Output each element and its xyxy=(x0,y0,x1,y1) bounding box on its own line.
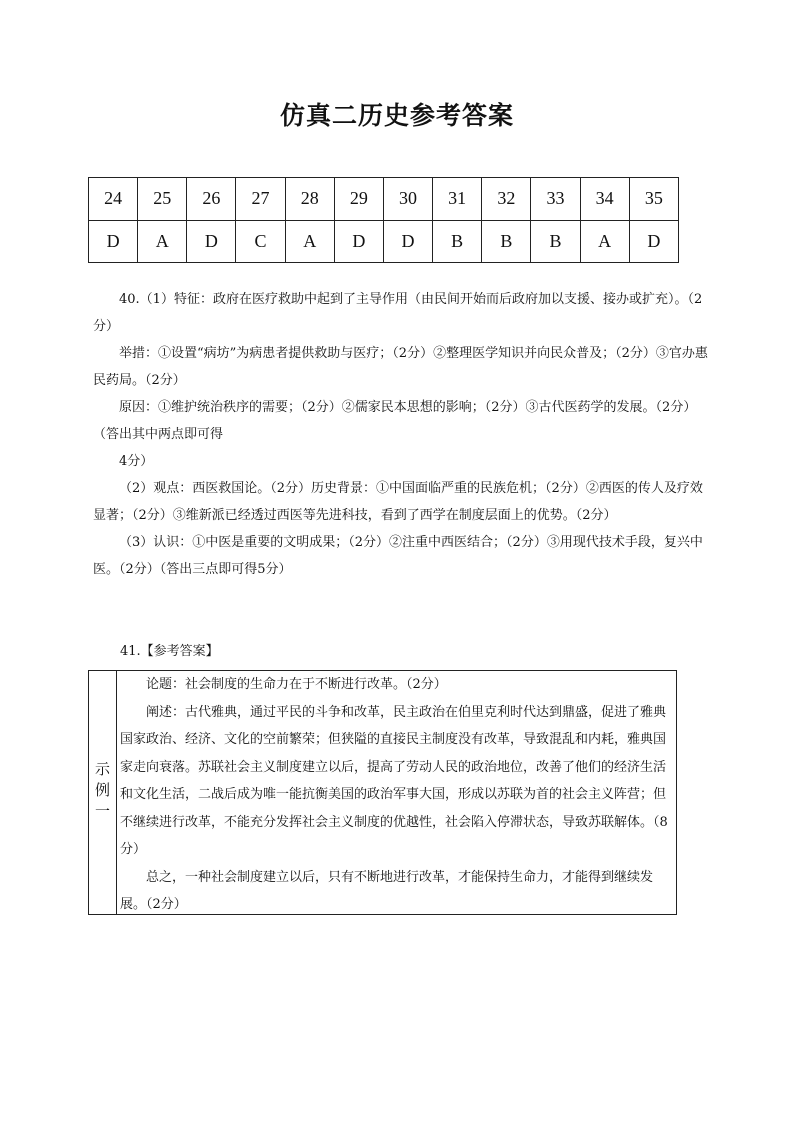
question-number: 29 xyxy=(334,178,383,221)
answer-letter: D xyxy=(187,220,236,263)
answer-letter: A xyxy=(285,220,334,263)
question-number: 24 xyxy=(89,178,138,221)
q40-part3: （3）认识：①中医是重要的文明成果；（2分）②注重中西医结合；（2分）③用现代技术手段，复兴中医。（2分）（答出三点即可得5分） xyxy=(93,535,703,577)
q41-sample-box xyxy=(88,670,677,915)
sample-content xyxy=(118,671,670,919)
q41-heading: 41.【参考答案】 xyxy=(120,644,219,659)
answer-letter: C xyxy=(236,220,285,263)
q41-argument: 阐述：古代雅典，通过平民的斗争和改革，民主政治在伯里克利时代达到鼎盛，促进了雅典国家政治、经济、文化的空前繁荣；但狭隘的直接民主制度没有改革，导致混乱和内耗，雅典国家走向衰落。苏联社会主义制度建立以后，提高了劳动人民的政治地位，改善了他们的经济生活和文化生活，二战后成为唯一能抗衡美国的政治军事大国，形成以苏联为首的社会主义阵营；但不继续进行改革，不能充分发挥社会主义制度的优越性，社会陷入停滞状态，导致苏联解体。（8分） xyxy=(120,704,668,857)
q40-part1-measures: 举措：①设置“病坊”为病患者提供救助与医疗；（2分）②整理医学知识并向民众普及；（2分）③官办惠民药局。（2分） xyxy=(93,346,708,388)
q40-part2: （2）观点：西医救国论。（2分）历史背景：①中国面临严重的民族危机；（2分）②西医的传人及疗效显著；（2分）③维新派已经透过西医等先进科技，看到了西学在制度层面上的优势。（2分） xyxy=(93,481,703,523)
answer-letter: B xyxy=(433,220,482,263)
answer-letter: D xyxy=(383,220,432,263)
sample-label: 示例一 xyxy=(93,761,111,824)
question-number: 28 xyxy=(285,178,334,221)
question-number-row xyxy=(89,178,679,221)
answer-letter: D xyxy=(334,220,383,263)
question-number: 26 xyxy=(187,178,236,221)
q40-part1-reasons: 原因：①维护统治秩序的需要；（2分）②儒家民本思想的影响；（2分）③古代医药学的发展。（2分）（答出其中两点即可得 xyxy=(93,400,697,442)
q41-thesis: 论题：社会制度的生命力在于不断进行改革。（2分） xyxy=(146,677,447,692)
answer-letter: B xyxy=(482,220,531,263)
q40-part1-reasons-tail: 4分） xyxy=(119,454,154,469)
question-number: 33 xyxy=(531,178,580,221)
question-number: 34 xyxy=(580,178,629,221)
sample-label-cell xyxy=(89,671,117,914)
q40-section xyxy=(93,286,713,583)
answer-letter: A xyxy=(580,220,629,263)
q41-conclusion: 总之，一种社会制度建立以后，只有不断地进行改革，才能保持生命力，才能得到继续发展。（2分） xyxy=(120,869,654,912)
answer-letter: A xyxy=(138,220,187,263)
q40-part1-feature: 40.（1）特征：政府在医疗救助中起到了主导作用（由民间开始而后政府加以支援、接办或扩充）。（2分） xyxy=(93,292,703,334)
answer-table xyxy=(88,177,679,263)
question-number: 30 xyxy=(383,178,432,221)
answer-letter: D xyxy=(89,220,138,263)
question-number: 31 xyxy=(433,178,482,221)
answer-letter: D xyxy=(629,220,678,263)
answer-letter: B xyxy=(531,220,580,263)
question-number: 27 xyxy=(236,178,285,221)
question-number: 35 xyxy=(629,178,678,221)
question-number: 25 xyxy=(138,178,187,221)
page-title: 仿真二历史参考答案 xyxy=(279,101,514,130)
answer-letter-row xyxy=(89,220,679,263)
question-number: 32 xyxy=(482,178,531,221)
